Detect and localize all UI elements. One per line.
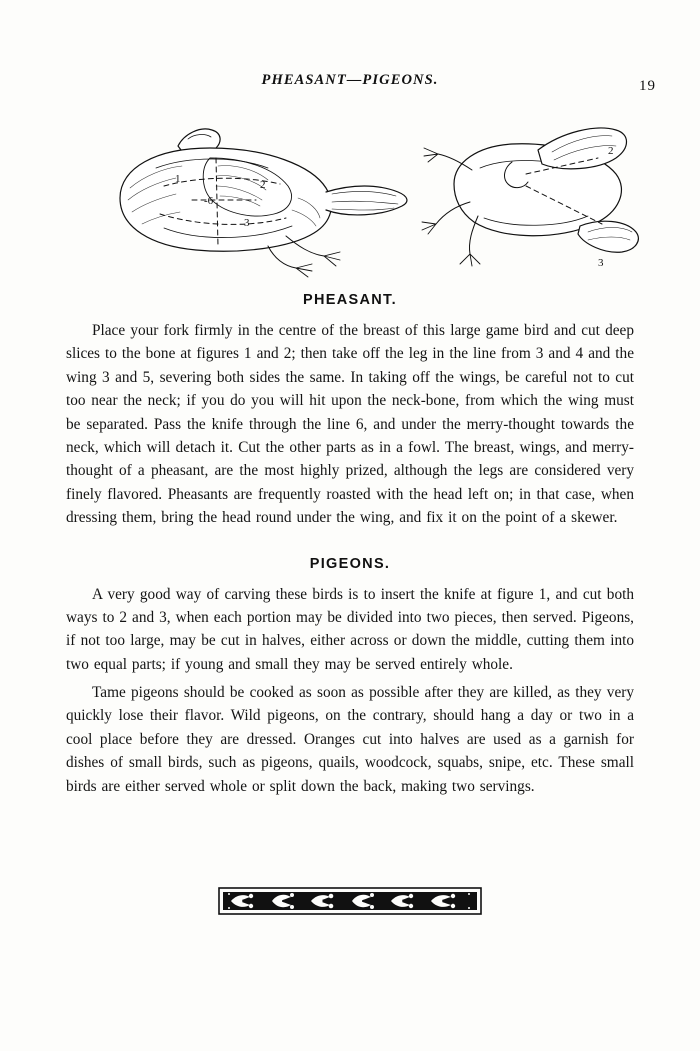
text-column [66,292,634,798]
floral-rule-ornament [0,884,700,923]
running-head: PHEASANT—PIGEONS. [261,72,439,88]
figure-label-2: 2 [260,179,266,191]
figure-label-2b: 2 [608,145,614,157]
pheasant-figure [120,129,407,277]
paragraph-pigeons-2: Tame pigeons should be cooked as soon as possible after they are killed, as they very quickly lose their flavor. Wild pigeons, on the contrary, should hang a day or two in a cool place before they are dressed. Oranges cut into halves are used as a garnish for dishes of small birds, such as pigeons, quails, woodcock, squabs, snipe, etc. These small birds are either served whole or split down the back, making two servings. [66,684,634,795]
figure-label-3: 3 [244,217,250,229]
paragraph-pigeons-1: A very good way of carving these birds is to insert the knife at figure 1, and cut both ways to 2 and 3, when each portion may be divided into two pieces, then served. Pigeons, if not too large, may be cut in halves, either across or down the middle, cutting them into two equal parts; if young and small they may be served entirely whole. [66,585,634,673]
figure-label-3b: 3 [598,257,604,269]
section-title-pheasant: PHEASANT. [303,292,397,308]
paragraph-pheasant-1: Place your fork firmly in the centre of the breast of this large game bird and cut deep slices to the bone at figures 1 and 2; then take off the leg in the line from 3 and 4 and the wing 3 and 5, severing both sides the same. In taking off the wings, be careful not to cut too near the neck; if you do you will hit upon the neck-bone, from which the wing must be separated. Pass the knife through the line 6, and under the merry-thought towards the neck, which will detach it. Cut the other parts as in a fowl. The breast, wings, and merry-thought of a pheasant, are the most highly prized, although the legs are considered very finely flavored. Pheasants are frequently roasted with the head left on; in that case, when dressing them, bring the head round under the wing, and fix it on the point of a skewer. [66,322,634,527]
section-title-pigeons: PIGEONS. [309,555,391,572]
figure-label-6: -6 [204,195,214,207]
figure-label-1: 1 [175,173,181,185]
carving-illustrations [60,106,640,281]
page-number: 19 [639,78,656,94]
pigeon-figure [422,128,638,266]
